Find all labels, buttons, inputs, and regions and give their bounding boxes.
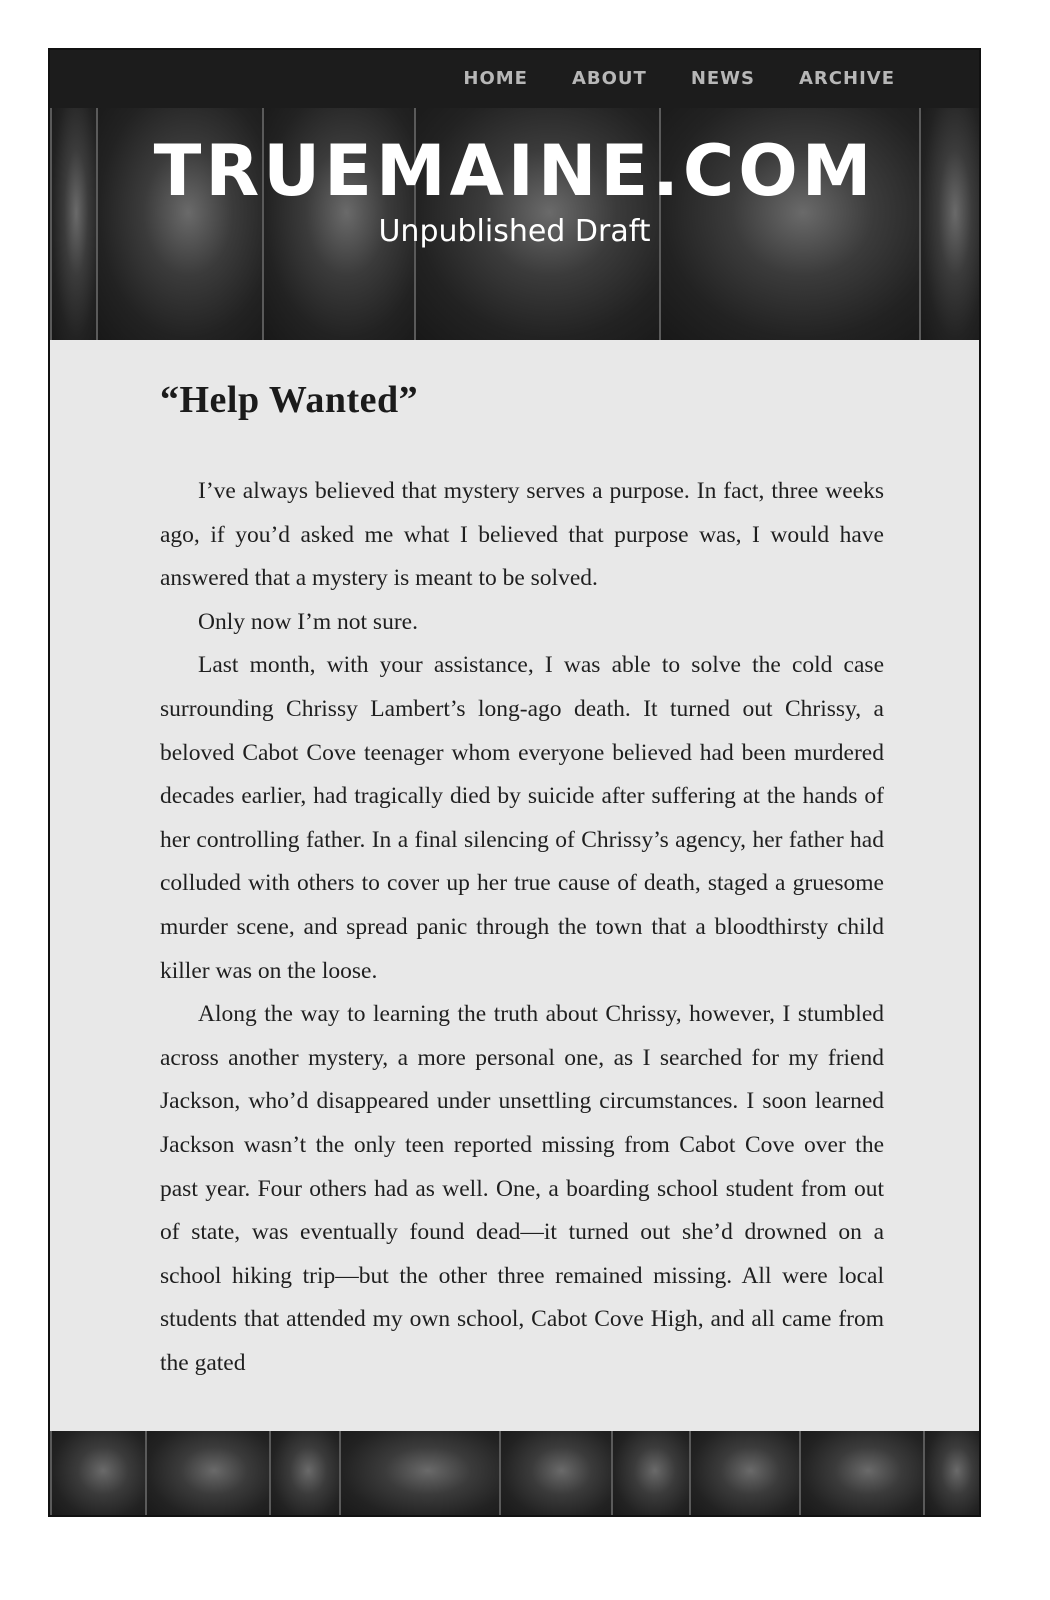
main-nav bbox=[463, 68, 895, 89]
nav-home-link[interactable]: HOME bbox=[463, 68, 528, 89]
article-title: “Help Wanted” bbox=[160, 379, 419, 421]
article-paragraph: Last month, with your assistance, I was able to solve the cold case surrounding Chrissy Lambert’s long-ago death. It turned out Chrissy, a beloved Cabot Cove teenager whom everyone believed had been murdered decades earlier, had tragically died by suicide after suffering at the hands of her controlling father. In a final silencing of Chrissy’s agency, her father had colluded with others to cover up her true cause of death, staged a gruesome murder scene, and spread panic through the town that a bloodthirsty child killer was on the loose. bbox=[160, 652, 884, 984]
page-frame bbox=[48, 48, 981, 1517]
xray-lungs-image bbox=[799, 1431, 923, 1517]
article-body bbox=[160, 470, 884, 1385]
xray-spine-image bbox=[689, 1431, 799, 1517]
article-container bbox=[50, 340, 979, 1431]
article-paragraph: Along the way to learning the truth about Chrissy, however, I stumbled across another mystery, a more personal one, as I searched for my friend Jackson, who’d disappeared under unsettling circumstances. I soon learned Jackson wasn’t the only teen reported missing from Cabot Cove over the past year. Four others had as well. One, a boarding school student from out of state, was eventually found dead—it turned out she’d drowned on a school hiking trip—but the other three remained missing. All were local students that attended my own school, Cabot Cove High, and all came from the gated bbox=[160, 1001, 884, 1376]
article-paragraph: I’ve always believed that mystery serves a purpose. In fact, three weeks ago, if you’d asked me what I believed that purpose was, I would have answered that a mystery is meant to be solved. bbox=[160, 478, 884, 592]
site-header bbox=[50, 50, 979, 340]
article-paragraph: Only now I’m not sure. bbox=[198, 608, 418, 635]
xray-chest-image bbox=[50, 1431, 145, 1517]
nav-news-link[interactable]: NEWS bbox=[690, 68, 755, 89]
site-footer bbox=[50, 1431, 979, 1517]
site-title: TRUEMAINE.COM bbox=[153, 130, 876, 212]
xray-leg-image bbox=[269, 1431, 339, 1517]
xray-knee-image bbox=[611, 1431, 689, 1517]
site-subtitle: Unpublished Draft bbox=[378, 214, 651, 249]
nav-about-link[interactable]: ABOUT bbox=[571, 68, 647, 89]
xray-skull-image bbox=[339, 1431, 499, 1517]
xray-pelvis-image bbox=[499, 1431, 611, 1517]
xray-arm-image-2 bbox=[923, 1431, 979, 1517]
nav-archive-link[interactable]: ARCHIVE bbox=[799, 68, 895, 89]
xray-ribs-image bbox=[145, 1431, 269, 1517]
